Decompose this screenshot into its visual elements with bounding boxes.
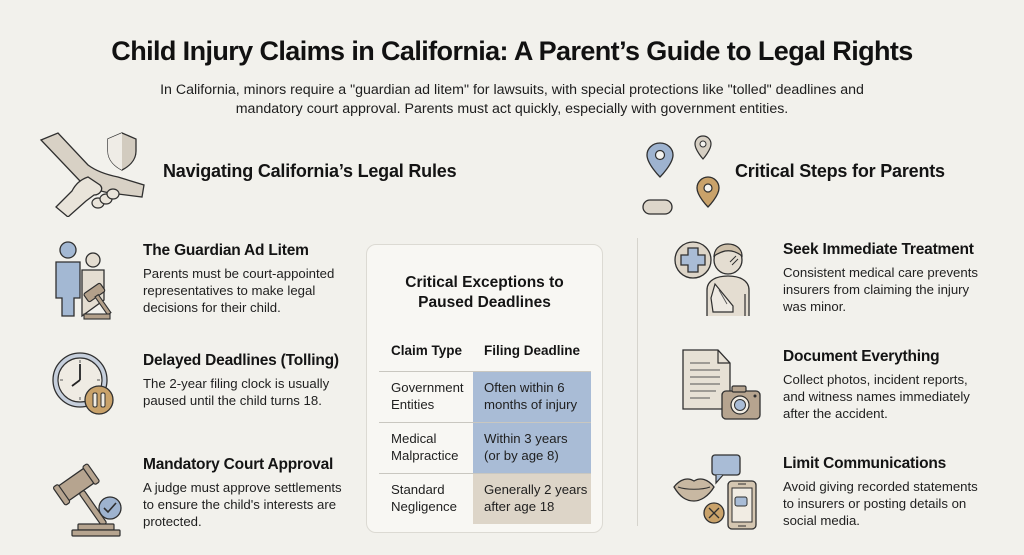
cell-line: Medical <box>391 431 437 446</box>
body-line: was minor. <box>783 299 847 314</box>
card-title <box>367 273 602 313</box>
clock-pause-icon <box>50 350 120 420</box>
body-line: Consistent medical care prevents <box>783 265 978 280</box>
body-line: A judge must approve settlements <box>143 480 342 495</box>
subtitle-line: In California, minors require a "guardian ad litem" for lawsuits, with special protections like "tolled" deadlines and <box>160 82 864 98</box>
item-body <box>783 264 978 315</box>
body-line: Parents must be court-appointed <box>143 266 335 281</box>
map-pins-icon <box>640 135 725 220</box>
medical-cross-injured-child-icon <box>673 240 758 316</box>
card-title-line: Critical Exceptions to <box>405 274 564 291</box>
body-line: Collect photos, incident reports, <box>783 372 968 387</box>
cell-line: Generally 2 years <box>484 482 588 497</box>
table-row <box>379 422 591 473</box>
column-header-filing-deadline: Filing Deadline <box>484 343 581 358</box>
deadline-exceptions-card <box>366 244 603 533</box>
page-subtitle <box>130 81 894 119</box>
claim-type-cell <box>391 481 457 515</box>
table-row <box>379 371 591 422</box>
body-line: protected. <box>143 514 202 529</box>
body-line: representatives to make legal <box>143 283 316 298</box>
cell-line: (or by age 8) <box>484 448 559 463</box>
body-line: social media. <box>783 513 860 528</box>
left-section-heading: Navigating California’s Legal Rules <box>163 161 457 181</box>
body-line: Avoid giving recorded statements <box>783 479 978 494</box>
item-title: The Guardian Ad Litem <box>143 242 309 259</box>
item-title: Delayed Deadlines (Tolling) <box>143 352 339 369</box>
cell-line: Within 3 years <box>484 431 568 446</box>
subtitle-line: mandatory court approval. Parents must act quickly, especially with government entities. <box>235 101 789 117</box>
column-divider <box>637 238 638 526</box>
table-row <box>379 473 591 524</box>
gavel-check-icon <box>40 458 130 538</box>
item-body <box>783 478 978 529</box>
cell-line: Government <box>391 380 464 395</box>
cell-line: Negligence <box>391 499 457 514</box>
right-section-heading: Critical Steps for Parents <box>735 161 945 181</box>
claim-type-cell <box>391 379 464 413</box>
cell-line: Often within 6 <box>484 380 565 395</box>
page-title: Child Injury Claims in California: A Parent’s Guide to Legal Rights <box>111 36 913 66</box>
cell-line: Entities <box>391 397 435 412</box>
column-header-claim-type: Claim Type <box>391 343 463 358</box>
body-line: and witness names immediately <box>783 389 970 404</box>
lips-phone-no-talk-icon <box>672 453 762 533</box>
cell-line: Malpractice <box>391 448 459 463</box>
item-title: Mandatory Court Approval <box>143 456 334 473</box>
body-line: The 2-year filing clock is usually <box>143 376 330 391</box>
deadline-cell <box>473 423 591 473</box>
item-body <box>143 375 329 409</box>
item-body <box>143 479 342 530</box>
claim-type-cell <box>391 430 458 464</box>
guardian-gavel-icon <box>52 240 122 320</box>
body-line: decisions for their child. <box>143 300 281 315</box>
card-title-line: Paused Deadlines <box>418 294 551 311</box>
cell-line: Standard <box>391 482 445 497</box>
hands-shield-icon <box>38 125 148 217</box>
cell-line: months of injury <box>484 397 578 412</box>
body-line: to insurers or posting details on <box>783 496 967 511</box>
deadline-cell <box>473 474 591 524</box>
item-body <box>783 371 970 422</box>
body-line: to ensure the child's interests are <box>143 497 337 512</box>
document-camera-icon <box>680 347 765 423</box>
item-body <box>143 265 334 316</box>
item-title: Limit Communications <box>783 455 947 472</box>
body-line: insurers from claiming the injury <box>783 282 970 297</box>
deadline-cell <box>473 372 591 422</box>
cell-line: after age 18 <box>484 499 555 514</box>
item-title: Document Everything <box>783 348 940 365</box>
body-line: after the accident. <box>783 406 888 421</box>
item-title: Seek Immediate Treatment <box>783 241 974 258</box>
body-line: paused until the child turns 18. <box>143 393 322 408</box>
